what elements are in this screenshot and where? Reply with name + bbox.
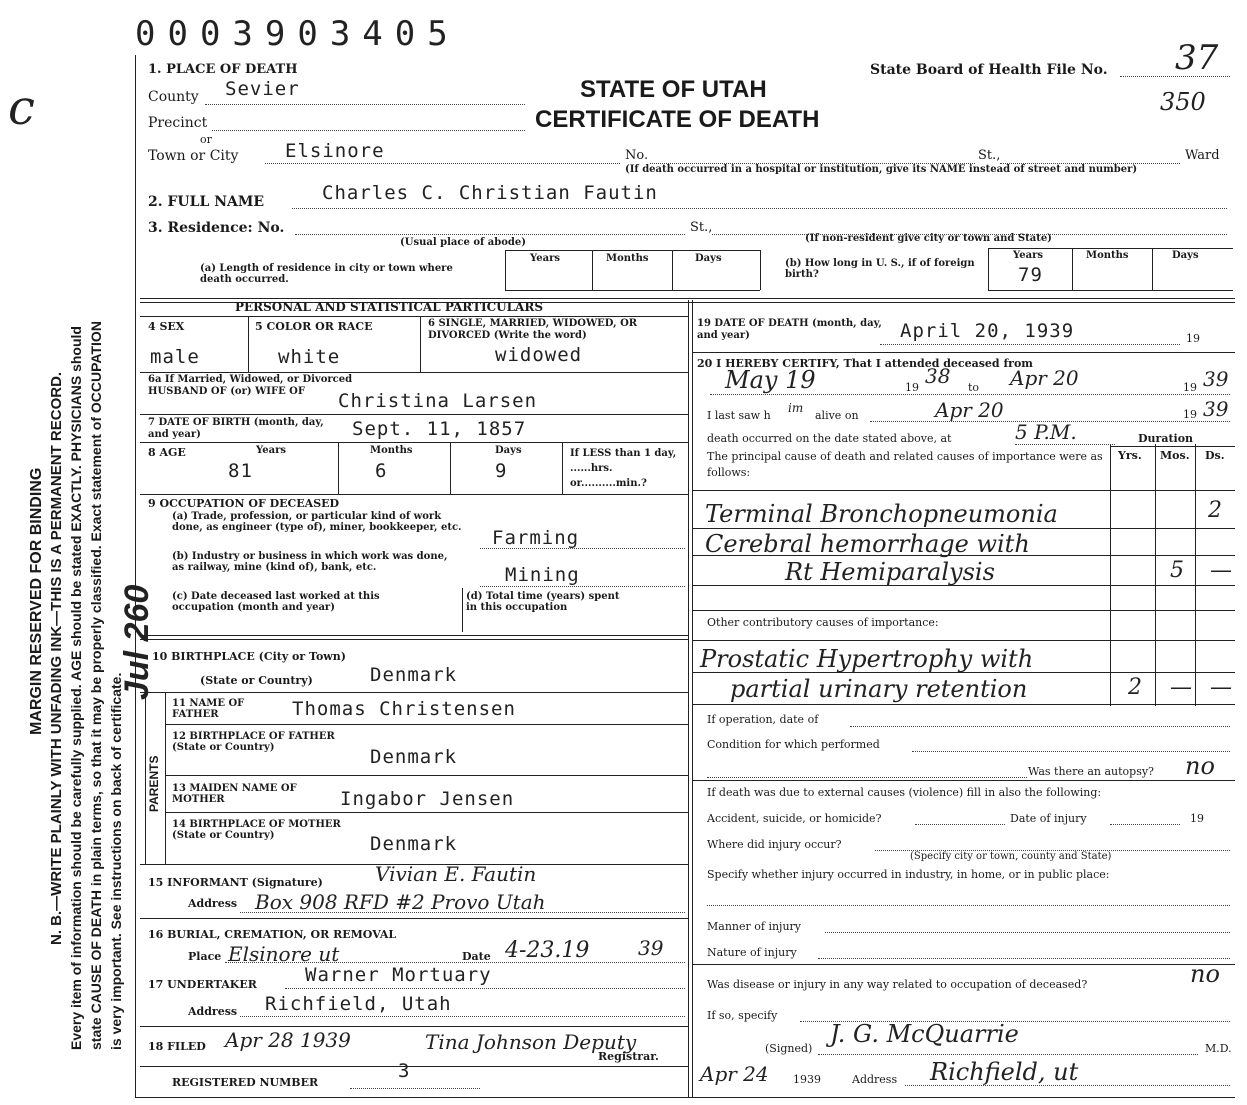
age-months: 6 [375, 460, 388, 482]
how-long-us-label: (b) How long in U. S., if of foreign birth? [785, 258, 975, 280]
alive-on-label: alive on [815, 409, 859, 422]
manner-label: Manner of injury [707, 920, 802, 933]
precinct-label: Precinct [148, 115, 208, 131]
frame-bottom [135, 1097, 1235, 1098]
age-label: 8 AGE [148, 446, 186, 459]
margin-instructions-2: state CAUSE OF DEATH in plain terms, so that it may be properly classified. Exact statement of OCCUPATION [88, 321, 104, 1050]
registered-number: 3 [398, 1060, 411, 1082]
margin-instructions-3: is very important. See instructions on back of certificate. [108, 672, 124, 1050]
burial-year: 39 [638, 936, 664, 960]
burial-place: Elsinore ut [228, 942, 340, 966]
age-years: 81 [228, 460, 253, 482]
informant-address-label: Address [188, 897, 238, 910]
no-label: No. [625, 148, 649, 163]
to-year: 39 [1203, 367, 1229, 391]
margin-instructions-1: Every item of information should be carefully supplied. AGE should be stated EXACTLY. PHYSICIANS should [68, 326, 84, 1050]
age-years-header: Years [256, 445, 287, 456]
personal-header: PERSONAL AND STATISTICAL PARTICULARS [235, 300, 544, 314]
nonresident-note: (If non-resident give city or town and State) [805, 233, 1052, 244]
or-label: or [200, 133, 212, 146]
injury-year-prefix: 19 [1190, 812, 1204, 825]
other-cause-1: Prostatic Hypertrophy with [700, 645, 1034, 673]
md-label: M.D. [1205, 1042, 1232, 1055]
age-months-header: Months [370, 445, 413, 456]
town-label: Town or City [148, 148, 239, 164]
cause-2: Cerebral hemorrhage with [705, 530, 1030, 558]
ds-header: Ds. [1205, 449, 1225, 462]
alive-date: Apr 20 [935, 398, 1004, 422]
title-certificate: CERTIFICATE OF DEATH [535, 106, 820, 133]
occupation-industry: Mining [505, 564, 580, 586]
related: no [1190, 960, 1220, 988]
nature-label: Nature of injury [707, 946, 797, 959]
father-label: 11 NAME OF FATHER [172, 698, 245, 720]
other-days: — [1210, 675, 1232, 700]
specify-city-note: (Specify city or town, county and State) [910, 851, 1112, 862]
occupation-c-label: (c) Date deceased last worked at this occupation (month and year) [172, 591, 380, 613]
usual-abode-note: (Usual place of abode) [400, 237, 526, 248]
cause-3-months: 5 [1170, 558, 1184, 583]
other-causes-label: Other contributory causes of importance: [707, 616, 939, 629]
burial-place-label: Place [188, 950, 222, 963]
title-state: STATE OF UTAH [580, 76, 767, 103]
if-so-label: If so, specify [707, 1009, 778, 1022]
informant-signature: Vivian E. Fautin [375, 862, 537, 886]
registrar-label: Registrar. [598, 1050, 659, 1063]
margin-mark: c [8, 80, 35, 136]
registered-number-label: REGISTERED NUMBER [172, 1076, 319, 1089]
county: Sevier [225, 78, 300, 100]
attended-to: Apr 20 [1010, 366, 1079, 390]
undertaker: Warner Mortuary [305, 964, 492, 986]
father: Thomas Christensen [292, 698, 516, 720]
us-years-header: Years [1013, 250, 1044, 261]
county-label: County [148, 89, 199, 105]
cause-1: Terminal Bronchopneumonia [705, 500, 1058, 528]
mother: Ingabor Jensen [340, 788, 515, 810]
parents-label: PARENTS [147, 755, 161, 812]
full-name-label: 2. FULL NAME [148, 194, 265, 210]
sign-date: Apr 24 [700, 1062, 769, 1086]
where-label: Where did injury occur? [707, 838, 842, 851]
town: Elsinore [285, 140, 385, 162]
hospital-note: (If death occurred in a hospital or institution, give its NAME instead of street and number) [625, 164, 1138, 175]
occupation-label: 9 OCCUPATION OF DECEASED [148, 497, 340, 510]
last-saw-hand: im [788, 401, 804, 415]
death-time: 5 P.M. [1015, 420, 1077, 444]
undertaker-address-label: Address [188, 1005, 238, 1018]
occupation-d-label: (d) Total time (years) spent in this occupation [466, 591, 620, 613]
spouse: Christina Larsen [338, 390, 538, 412]
occupation-a-label: (a) Trade, profession, or particular kind of work done, as engineer (type of), miner, bookkeeper, etc. [172, 511, 462, 533]
autopsy-label: Was there an autopsy? [1028, 765, 1154, 778]
autopsy: no [1185, 752, 1215, 780]
burial-date-label: Date [462, 950, 491, 963]
residence-label: 3. Residence: No. [148, 220, 285, 236]
birthplace-label: 10 BIRTHPLACE (City or Town) [152, 650, 346, 663]
mother-label: 13 MAIDEN NAME OF MOTHER [172, 783, 297, 805]
signed-label: (Signed) [765, 1042, 813, 1055]
related-label: Was disease or injury in any way related to occupation of deceased? [707, 978, 1088, 991]
margin-binding-text: MARGIN RESERVED FOR BINDING [28, 467, 45, 735]
res-days-header: Days [695, 253, 722, 264]
st-label: St., [978, 148, 1001, 163]
us-days-header: Days [1172, 250, 1199, 261]
dob-label: 7 DATE OF BIRTH (month, day, and year) [148, 417, 324, 440]
file-no-label: State Board of Health File No. [870, 62, 1108, 78]
operation-label: If operation, date of [707, 713, 819, 726]
birthplace-sub-label: (State or Country) [200, 674, 313, 687]
external-causes-label: If death was due to external causes (violence) fill in also the following: [707, 786, 1102, 799]
death-time-label: death occurred on the date stated above, at [707, 432, 952, 445]
informant-address: Box 908 RFD #2 Provo Utah [255, 890, 546, 914]
duration-header: Duration [1138, 432, 1194, 445]
filed-date: Apr 28 1939 [225, 1028, 351, 1052]
from-year: 38 [925, 364, 951, 388]
other-years: 2 [1128, 675, 1142, 700]
last-saw-label: I last saw h [707, 409, 771, 422]
from-year-prefix: 19 [905, 381, 919, 394]
alive-year-prefix: 19 [1183, 408, 1197, 421]
spouse-label: 6a If Married, Widowed, or Divorced HUSBAND OF (or) WIFE OF [148, 374, 353, 397]
sex-label: 4 SEX [148, 320, 185, 333]
file-no: 37 [1175, 38, 1219, 78]
alive-year: 39 [1203, 397, 1229, 421]
color-race: white [278, 346, 341, 368]
other-months: — [1170, 675, 1192, 700]
dod: April 20, 1939 [900, 320, 1075, 342]
sign-address-label: Address [852, 1073, 898, 1086]
specify-industry-label: Specify whether injury occurred in industry, in home, or in public place: [707, 868, 1110, 881]
mos-header: Mos. [1160, 449, 1190, 462]
ward-label: Ward [1185, 148, 1220, 163]
res-months-header: Months [606, 253, 649, 264]
margin-nb-text: N. B.—WRITE PLAINLY WITH UNFADING INK—THIS IS A PERMANENT RECORD. [48, 371, 65, 945]
accident-label: Accident, suicide, or homicide? [707, 812, 882, 825]
filed-label: 18 FILED [148, 1040, 206, 1053]
color-label: 5 COLOR OR RACE [255, 320, 373, 333]
condition-label: Condition for which performed [707, 738, 880, 751]
certify-label: 20 I HEREBY CERTIFY, That I attended deceased from [697, 357, 1033, 370]
to-year-prefix: 19 [1183, 381, 1197, 394]
length-residence-label: (a) Length of residence in city or town where death occurred. [200, 263, 453, 285]
cause-3-days: — [1210, 558, 1232, 583]
margin-hand-note: Jul 260 [118, 584, 156, 700]
undertaker-label: 17 UNDERTAKER [148, 978, 257, 991]
serial-number: 0003903405 [135, 14, 460, 54]
full-name: Charles C. Christian Fautin [322, 182, 658, 204]
date-injury-label: Date of injury [1010, 812, 1087, 825]
informant-label: 15 INFORMANT (Signature) [148, 876, 323, 889]
occupation-b-label: (b) Industry or business in which work was done, as railway, mine (kind of), bank, etc. [172, 551, 448, 573]
dod-label: 19 DATE OF DEATH (month, day, and year) [697, 318, 882, 341]
frame-left [135, 55, 136, 1097]
registrar-signature: Tina Johnson Deputy [425, 1030, 637, 1054]
sign-address: Richfield, ut [930, 1058, 1079, 1086]
mother-birthplace: Denmark [370, 833, 458, 855]
physician-signature: J. G. McQuarrie [830, 1020, 1019, 1048]
residence-st-label: St., [690, 220, 713, 235]
undertaker-address: Richfield, Utah [265, 993, 452, 1015]
yrs-header: Yrs. [1118, 449, 1142, 462]
mother-birthplace-label: 14 BIRTHPLACE OF MOTHER (State or Country) [172, 819, 341, 841]
place-of-death-label: 1. PLACE OF DEATH [148, 62, 298, 77]
sex: male [150, 346, 200, 368]
less-than-label: If LESS than 1 day, ......hrs. or..........min.? [570, 448, 677, 489]
father-birthplace: Denmark [370, 746, 458, 768]
birthplace: Denmark [370, 664, 458, 686]
us-months-header: Months [1086, 250, 1129, 261]
age-days: 9 [495, 460, 508, 482]
dob: Sept. 11, 1857 [352, 418, 527, 440]
father-birthplace-label: 12 BIRTHPLACE OF FATHER (State or Country) [172, 731, 335, 753]
burial-label: 16 BURIAL, CREMATION, OR REMOVAL [148, 928, 397, 941]
other-cause-2: partial urinary retention [730, 675, 1028, 703]
cause-1-days: 2 [1208, 498, 1222, 523]
sign-year: 1939 [793, 1073, 821, 1086]
burial-date: 4-23.19 [505, 938, 590, 963]
to-label: to [968, 381, 980, 394]
us-years: 79 [1018, 264, 1043, 286]
age-days-header: Days [495, 445, 522, 456]
cause-3: Rt Hemiparalysis [785, 558, 995, 586]
attended-from: May 19 [725, 366, 816, 394]
res-years-header: Years [530, 253, 561, 264]
dod-year-suffix: 19 [1186, 332, 1200, 345]
occupation-trade: Farming [492, 527, 580, 549]
marital-status: widowed [495, 344, 583, 366]
file-no-hand: 350 [1160, 88, 1206, 116]
marital-label: 6 SINGLE, MARRIED, WIDOWED, OR DIVORCED (Write the word) [428, 318, 638, 341]
principal-cause-label: The principal cause of death and related causes of importance were as follows: [707, 450, 1103, 479]
